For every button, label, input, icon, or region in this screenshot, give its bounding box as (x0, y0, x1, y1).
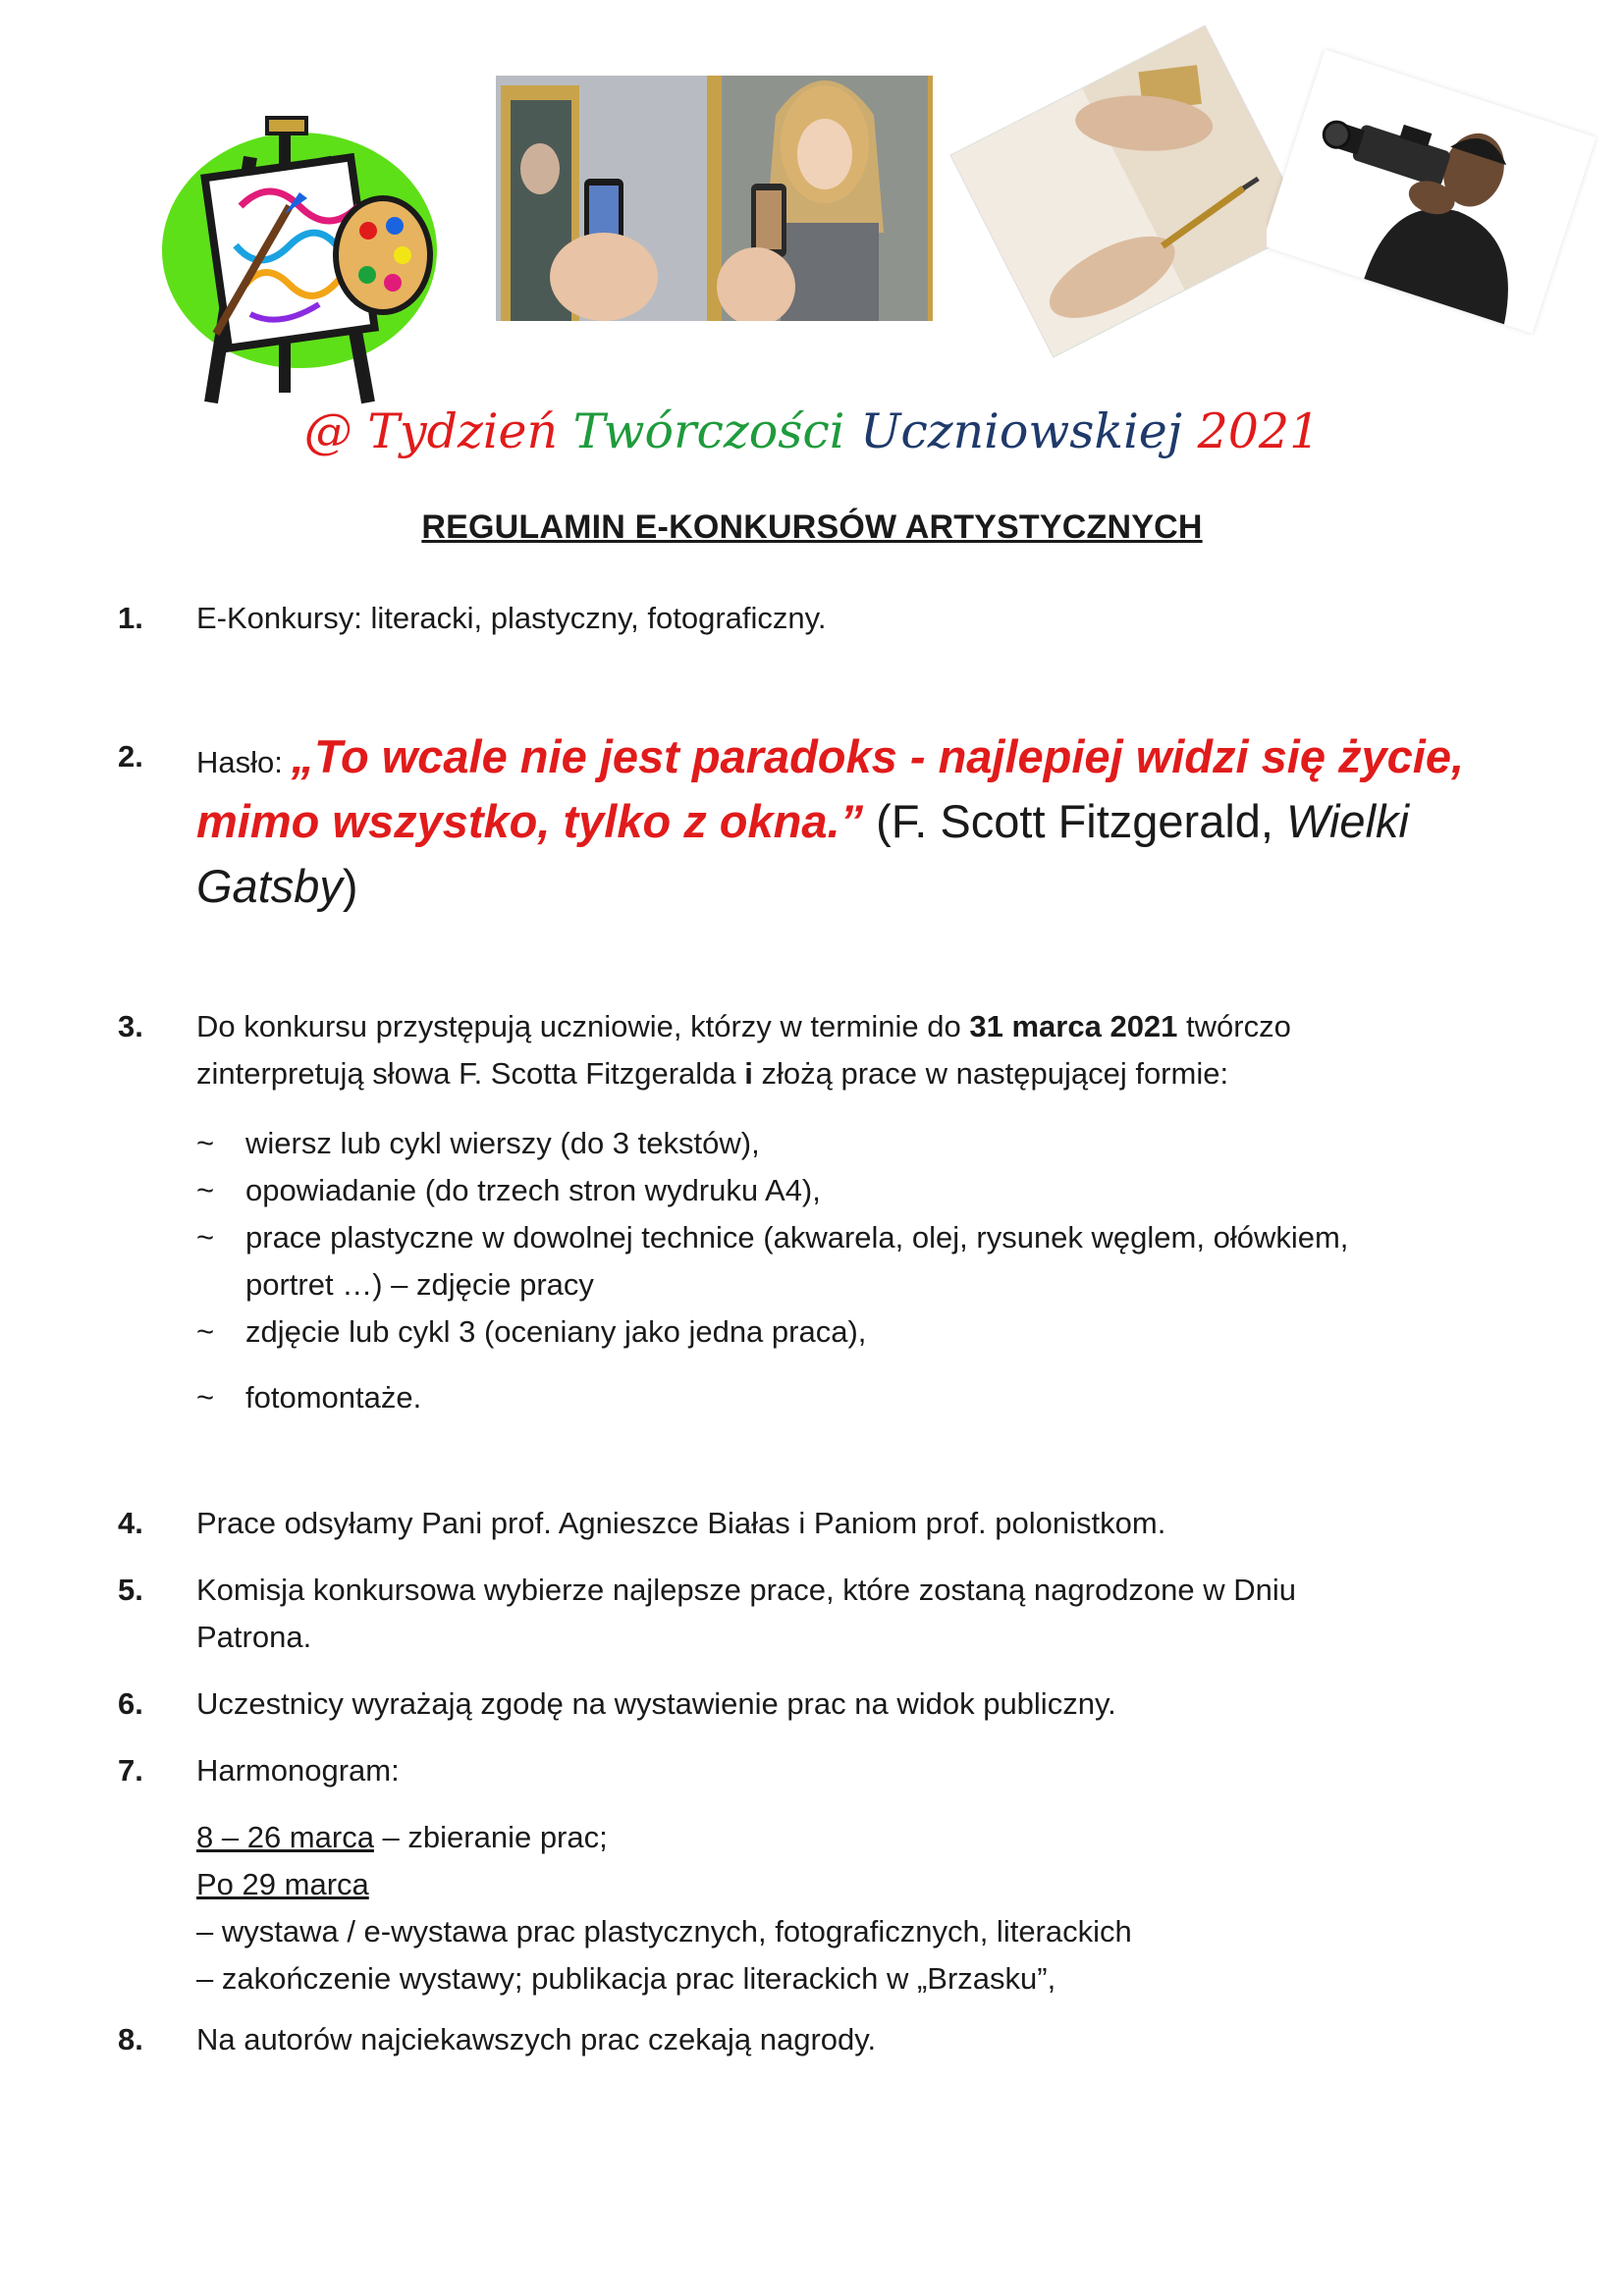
item-text: Prace odsyłamy Pani prof. Agnieszce Białas i Paniom prof. polonistkom. (196, 1506, 1166, 1540)
item-text: E-Konkursy: literacki, plastyczny, fotograficzny. (196, 601, 827, 635)
title-word-2: Twórczości (572, 403, 845, 459)
item-text: Na autorów najciekawszych prac czekają nagrody. (196, 2022, 877, 2056)
form-item-5 (196, 1374, 1551, 1421)
easel-palette-image (157, 88, 452, 412)
title-word-1: Tydzień (367, 403, 559, 459)
item-text-part: Do konkursu przystępują uczniowie, którzy w terminie do (196, 1009, 970, 1043)
item-number: 8. (118, 2022, 143, 2056)
list-item-1 (118, 595, 1532, 642)
schedule-date-2: Po 29 marca (196, 1867, 369, 1901)
item-text-bold-i: i (744, 1056, 753, 1091)
schedule-line-3: – wystawa / e-wystawa prac plastycznych, fotograficznych, literackich (196, 1914, 1132, 1949)
title-year: 2021 (1197, 403, 1321, 459)
item-text-line: Komisja konkursowa wybierze najlepsze prace, które zostaną nagrodzone w Dniu (196, 1573, 1297, 1607)
item-number: 3. (118, 1009, 143, 1043)
item-text-part: złożą prace w następującej formie: (752, 1056, 1229, 1091)
drawing-hand-image (947, 25, 1301, 373)
motto-attribution-end: ) (342, 860, 358, 912)
motto-label: Hasło: (196, 745, 292, 779)
list-item-5 (118, 1567, 1532, 1661)
form-item-4 (196, 1308, 1551, 1356)
form-text: zdjęcie lub cykl 3 (oceniany jako jedna praca), (245, 1314, 867, 1349)
list-item-6 (118, 1681, 1532, 1728)
motto-book-title-1: Wielki (1286, 795, 1409, 847)
list-item-2 (118, 724, 1532, 919)
item-number: 6. (118, 1686, 143, 1721)
tilde-bullet: ~ (196, 1220, 215, 1255)
schedule-date-1: 8 – 26 marca (196, 1820, 374, 1854)
tilde-bullet: ~ (196, 1380, 215, 1415)
schedule-line-4: – zakończenie wystawy; publikacja prac literackich w „Brzasku”, (196, 1961, 1056, 1996)
item-text-part: zinterpretują słowa F. Scotta Fitzgeralda (196, 1056, 745, 1091)
title-at: @ (303, 403, 352, 459)
regulations-heading: REGULAMIN E-KONKURSÓW ARTYSTYCZNYCH (421, 508, 1203, 546)
motto-quote-line-2: mimo wszystko, tylko z okna.” (196, 795, 864, 847)
motto-block (196, 724, 1532, 919)
schedule-text: – zbieranie prac; (373, 1820, 608, 1854)
schedule-block (118, 1814, 1532, 2002)
item-number: 7. (118, 1753, 143, 1788)
item-text-line: Patrona. (196, 1620, 312, 1654)
form-item-3 (196, 1214, 1551, 1308)
man-with-camera-image (1267, 39, 1600, 363)
form-text-continued: portret …) – zdjęcie pracy (245, 1267, 594, 1302)
tilde-bullet: ~ (196, 1314, 215, 1349)
form-item-2 (196, 1167, 1551, 1214)
item-text-part: twórczo (1177, 1009, 1291, 1043)
item-number: 2. (118, 739, 143, 774)
schedule-lines (196, 1814, 1532, 2002)
item-number: 5. (118, 1573, 143, 1607)
tilde-bullet: ~ (196, 1126, 215, 1160)
list-item-4 (118, 1500, 1532, 1547)
item-number: 1. (118, 601, 143, 635)
list-item-7 (118, 1747, 1532, 1794)
item-text (196, 1567, 1532, 1661)
museum-phone-image (496, 76, 933, 321)
deadline-date: 31 marca 2021 (969, 1009, 1178, 1043)
list-item-8 (118, 2016, 1532, 2063)
form-text: wiersz lub cykl wierszy (do 3 tekstów), (245, 1126, 760, 1160)
title-word-3: Uczniowskiej (860, 403, 1182, 459)
motto-book-title-2: Gatsby (196, 860, 343, 912)
list-item-3 (118, 1003, 1532, 1097)
item-text: Harmonogram: (196, 1753, 400, 1788)
form-text: fotomontaże. (245, 1380, 422, 1415)
form-text: prace plastyczne w dowolnej technice (akwarela, olej, rysunek węglem, ołówkiem, (245, 1220, 1349, 1255)
form-text: opowiadanie (do trzech stron wydruku A4), (245, 1173, 821, 1207)
item-number: 4. (118, 1506, 143, 1540)
form-item-1 (196, 1120, 1551, 1167)
motto-attribution: (F. Scott Fitzgerald, (863, 795, 1287, 847)
motto-quote-line-1: „To wcale nie jest paradoks - najlepiej widzi się życie, (291, 730, 1465, 782)
page-title (0, 398, 1624, 466)
item-text: Uczestnicy wyrażają zgodę na wystawienie prac na widok publiczny. (196, 1686, 1116, 1721)
tilde-bullet: ~ (196, 1173, 215, 1207)
item-text (196, 1003, 1532, 1097)
